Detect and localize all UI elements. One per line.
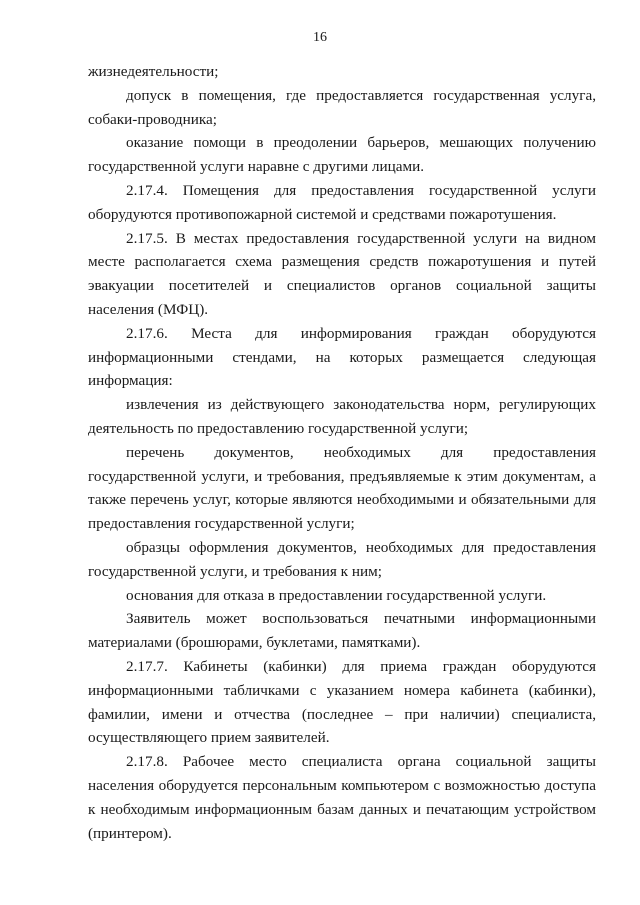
paragraph-7: извлечения из действующего законодательства норм, регулирующих деятельность по предоставлению государственной услуги; [88,396,596,437]
paragraph-4: 2.17.4. Помещения для предоставления государственной услуги оборудуются противопожарной системой и средствами пожаротушения. [88,181,596,223]
paragraph-6: 2.17.6. Места для информирования граждан оборудуются информационными стендами, на которых размещается следующая информация: [88,324,596,390]
page-number: 16 [313,30,327,45]
paragraph-2: допуск в помещения, где предоставляется государственная услуга, собаки-проводника; [88,86,596,128]
paragraph-10: основания для отказа в предоставлении государственной услуги. [126,586,547,604]
paragraph-12: 2.17.7. Кабинеты (кабинки) для приема граждан оборудуются информационными табличками с указанием номера кабинета (кабинки), фамилии, имени и отчества (последнее – при наличии) специалиста, осуществляющего прием заявителей. [88,657,596,747]
paragraph-8: перечень документов, необходимых для предоставления государственной услуги, и требования, предъявляемые к этим документам, а также перечень услуг, которые являются необходимыми и обязательными для предоставления государственной услуги; [88,443,596,533]
paragraph-9: образцы оформления документов, необходимых для предоставления государственной услуги, и требования к ним; [88,538,596,580]
document-body [88,60,596,845]
paragraph-3: оказание помощи в преодолении барьеров, мешающих получению государственной услуги наравне с другими лицами. [88,134,596,176]
paragraph-11: Заявитель может воспользоваться печатными информационными материалами (брошюрами, буклетами, памятками). [88,610,596,652]
paragraph-5: 2.17.5. В местах предоставления государственной услуги на видном месте располагается схема размещения средств пожаротушения и путей эвакуации посетителей и специалистов органов социальной защиты населения (МФЦ). [88,229,596,318]
paragraph-1: жизнедеятельности; [88,63,219,80]
paragraph-13: 2.17.8. Рабочее место специалиста органа социальной защиты населения оборудуется персональным компьютером с возможностью доступа к необходимым информационным базам данных и печатающим устройством (принтером). [88,753,596,842]
